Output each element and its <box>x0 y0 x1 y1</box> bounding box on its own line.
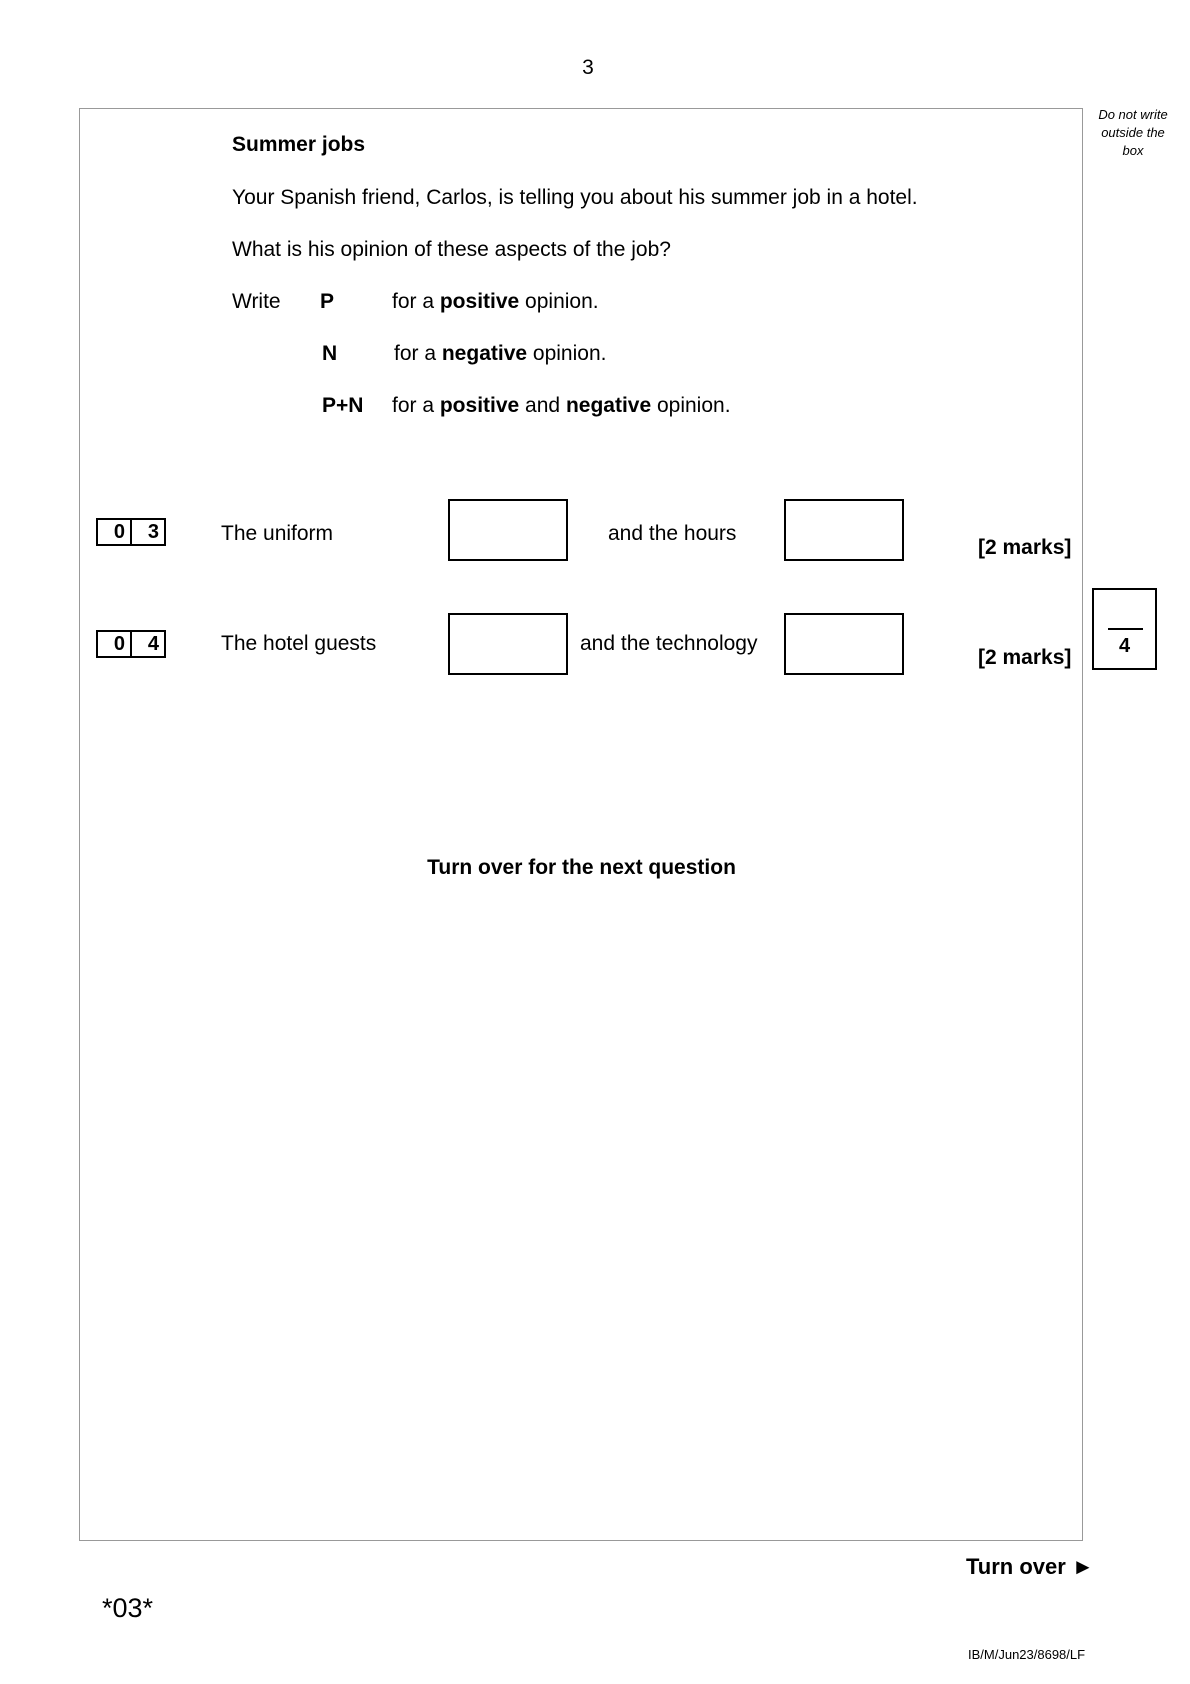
question-number-04 <box>96 630 166 658</box>
answer-frame <box>79 108 1083 1541</box>
tally-line <box>1108 628 1143 630</box>
turn-over-label: Turn over ► <box>966 1554 1094 1579</box>
answer-box-hours[interactable] <box>784 499 904 561</box>
code-n-description: for a negative opinion. <box>394 342 607 365</box>
answer-box-technology[interactable] <box>784 613 904 675</box>
marks-tally-box <box>1092 588 1157 670</box>
marks-label: [2 marks] <box>978 646 1072 669</box>
turn-over-next-question: Turn over for the next question <box>427 856 736 879</box>
question-text: What is his opinion of these aspects of the job? <box>232 238 671 261</box>
tally-total: 4 <box>1118 635 1131 657</box>
answer-box-uniform[interactable] <box>448 499 568 561</box>
question-number-03 <box>96 518 166 546</box>
aspect-uniform: The uniform <box>221 522 334 545</box>
page-code: *03* <box>102 1593 154 1623</box>
code-p: P <box>320 290 335 313</box>
intro-text: Your Spanish friend, Carlos, is telling you about his summer job in a hotel. <box>232 186 918 209</box>
margin-note-line: outside the <box>1101 125 1165 140</box>
section-title: Summer jobs <box>232 133 366 156</box>
question-number-digit: 3 <box>147 521 159 543</box>
margin-note-line: box <box>1122 143 1144 158</box>
code-n: N <box>322 342 338 365</box>
aspect-hours: and the hours <box>608 522 737 545</box>
paper-reference: IB/M/Jun23/8698/LF <box>968 1647 1086 1662</box>
marks-label: [2 marks] <box>978 536 1072 559</box>
answer-box-hotel-guests[interactable] <box>448 613 568 675</box>
margin-note <box>1090 106 1176 160</box>
page-number: 3 <box>582 56 594 79</box>
question-number-digit: 0 <box>98 520 132 544</box>
aspect-technology: and the technology <box>580 632 758 655</box>
margin-note-line: Do not write <box>1098 107 1168 122</box>
code-pn-description: for a positive and negative opinion. <box>392 394 731 417</box>
question-number-digit: 4 <box>147 633 159 655</box>
aspect-hotel-guests: The hotel guests <box>221 632 377 655</box>
write-label: Write <box>232 290 281 313</box>
code-p-description: for a positive opinion. <box>392 290 599 313</box>
code-pn: P+N <box>322 394 364 417</box>
question-number-digit: 0 <box>98 632 132 656</box>
